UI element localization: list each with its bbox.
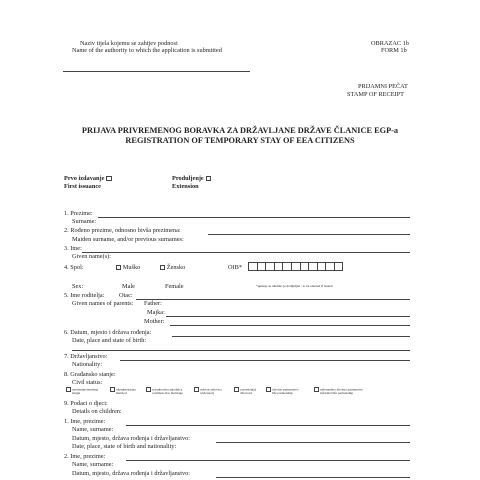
civil-label-en: Civil status: [72, 379, 103, 386]
civil-option-divorced-en: divorced [240, 391, 252, 395]
oib-note: *upisuje se ukoliko je dodijeljen / to be entered if issued [256, 284, 333, 288]
widow-checkbox[interactable] [194, 387, 199, 392]
civil-option-married-en: married [116, 391, 127, 395]
female-label-en: Female [165, 283, 184, 290]
informal-partnership-checkbox[interactable] [314, 387, 319, 392]
father-label-en: Father: [144, 300, 162, 307]
male-option[interactable]: Muško [114, 265, 140, 271]
civil-option-married[interactable]: oženjen/udana [110, 387, 136, 392]
nationality-label-en: Nationality: [72, 361, 103, 368]
child1-name-label: 1. Ime, prezime: [64, 418, 106, 425]
civil-option-single[interactable]: neoženjen/neudana [66, 387, 98, 392]
stamp-label-en: STAMP OF RECEIPT [347, 91, 404, 98]
parents-label-en: Given names of parents: [72, 300, 134, 307]
extension-en: Extension [172, 183, 199, 190]
mother-label-hr: Majka: [147, 309, 165, 316]
form-code-hr: OBRAZAC 1b [371, 40, 409, 47]
child1-name-field[interactable] [126, 425, 410, 426]
civil-option-life-en: life partnership [272, 391, 293, 395]
civil-option-commonlaw[interactable]: izvanbračna zajednica [146, 387, 182, 392]
civil-option-widow-en: widow(er) [200, 391, 215, 395]
extension-label: Produljenje [172, 176, 211, 182]
sex-label-en: Sex: [72, 283, 84, 290]
oib-label: OIB* [228, 264, 242, 271]
child1-birth-label: Datum, mjesto, država rođenja i državljanstvo: [72, 435, 191, 442]
male-checkbox[interactable] [116, 265, 121, 270]
authority-label-en: Name of the authority to which the application is submitted [72, 47, 222, 54]
married-checkbox[interactable] [110, 387, 115, 392]
title-hr: PRIJAVA PRIVREMENOG BORAVKA ZA DRŽAVLJANE DRŽAVE ČLANICE EGP-a [81, 126, 399, 135]
oib-input[interactable] [248, 262, 343, 271]
birth-field[interactable] [172, 336, 410, 337]
mother-field[interactable] [166, 316, 410, 317]
name-label: 3. Ime: [64, 245, 82, 252]
civil-option-informal-en: informal life partnership [320, 391, 354, 395]
children-label-en: Details on children: [72, 408, 122, 415]
surname-field[interactable] [98, 217, 410, 218]
first-issuance-checkbox[interactable] [106, 176, 111, 181]
civil-option-single-en: single [72, 391, 81, 395]
civil-option-commonlaw-en: common-law marriage [152, 391, 183, 395]
father-field[interactable] [136, 299, 410, 300]
stamp-label-hr: PRIJAMNI PEČAT [358, 83, 408, 90]
civil-label: 8. Građansko stanje: [64, 371, 116, 378]
civil-option-divorced[interactable]: razveden(a) [234, 387, 256, 392]
commonlaw-checkbox[interactable] [146, 387, 151, 392]
extension-checkbox[interactable] [206, 176, 211, 181]
form-code-en: FORM 1b [381, 47, 407, 54]
child2-birth-field[interactable] [216, 477, 410, 478]
female-option[interactable]: Žensko [158, 265, 185, 271]
child1-birth-label-en: Date, place, state of birth and nationality: [72, 443, 177, 450]
female-checkbox[interactable] [160, 265, 165, 270]
first-issuance-label: Prvo izdavanje [64, 176, 112, 182]
first-issuance-en: First issuance [64, 183, 101, 190]
maiden-label-en: Maiden surname, and/or previous surnames: [72, 236, 184, 243]
nationality-field[interactable] [120, 360, 410, 361]
parents-label: 5. Ime roditelja: [64, 292, 105, 299]
single-checkbox[interactable] [66, 387, 71, 392]
mother-label-en: Mother: [144, 318, 165, 325]
birth-label-en: Date, place and state of birth: [72, 337, 147, 344]
child2-name-label: 2. Ime, prezime: [64, 453, 106, 460]
surname-label: 1. Prezime: [64, 210, 93, 217]
name-label-en: Given name(s): [72, 253, 111, 260]
life-partnership-checkbox[interactable] [266, 387, 271, 392]
authority-line[interactable] [63, 71, 250, 72]
divorced-checkbox[interactable] [234, 387, 239, 392]
authority-label-hr: Naziv tijela kojemu se zahtjev podnosi [80, 40, 178, 47]
male-label-en: Male [122, 283, 135, 290]
maiden-field[interactable] [208, 234, 410, 235]
maiden-label: 2. Rođeno prezime, odnosno bivša prezimena: [64, 227, 181, 234]
title-en: REGISTRATION OF TEMPORARY STAY OF EEA CITIZENS [125, 136, 355, 145]
child2-name-label-en: Name, surname: [72, 461, 114, 468]
mother-field-2[interactable] [170, 325, 410, 326]
child1-birth-field[interactable] [216, 442, 410, 443]
birth-label: 6. Datum, mjesto i država rođenja: [64, 329, 152, 336]
nationality-label: 7. Državljanstvo: [64, 353, 108, 360]
child1-name-label-en: Name, surname: [72, 426, 114, 433]
birth-field-2[interactable] [72, 350, 410, 351]
name-field[interactable] [82, 252, 410, 253]
civil-option-widow[interactable]: udovac/udovica [194, 387, 222, 392]
civil-option-life[interactable]: životno partnerstvo [266, 387, 298, 392]
child2-birth-label: Datum, mjesto, država rođenja i državljanstvo: [72, 470, 191, 477]
child2-name-field[interactable] [126, 460, 410, 461]
sex-label: 4. Spol: [64, 264, 84, 271]
surname-label-en: Surname: [72, 218, 97, 225]
civil-option-informal[interactable]: neformalno životno partnerstvo [314, 387, 363, 392]
children-label: 9. Podaci o djeci: [64, 400, 108, 407]
father-label-hr: Otac: [119, 292, 133, 299]
